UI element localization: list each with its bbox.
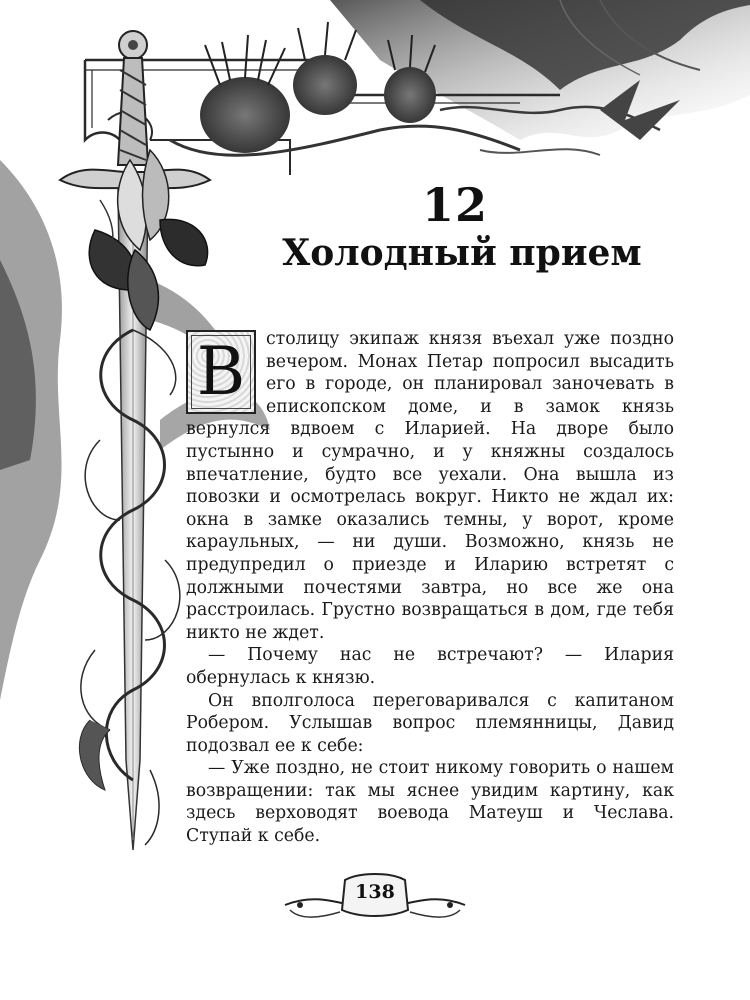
page-number-area [280, 868, 470, 928]
chapter-number: 12 [421, 178, 488, 232]
drop-cap-initial [186, 330, 256, 414]
page-number: 138 [355, 881, 395, 903]
chapter-text [186, 328, 674, 848]
drop-cap-letter: В [196, 333, 246, 410]
paragraph: — Уже поздно, не стоит никому говорить о нашем возвращении: так мы яснее увидим картину, как здесь верховодят воевода Матеуш и Чеслава. Ступай к себе. [186, 758, 674, 847]
foliage-top-right [330, 0, 750, 140]
paragraph: — Почему нас не встречают? — Илария обернулась к князю. [186, 645, 674, 688]
chapter-title: Холодный прием [282, 232, 642, 274]
paragraph: столицу экипаж князя въехал уже поздно вечером. Монах Петар попросил высадить его в городе, он планировал заночевать в епископском доме, и в замок князь вернулся вдвоем с Иларией. На дворе было пустынно и сумрачно, и у княжны создалось впечатление, будто все уехали. Она вышла из повозки и осмотрелась вокруг. Никто не ждал их: окна в замке оказались темны, у ворот, кроме караульных, — ни души. Возможно, князь не предупредил о приезде и Иларию встретят с должными почестями завтра, но все же она расстроилась. Грустно возвращаться в дом, где тебя никто не ждет. [186, 329, 674, 643]
paragraph: Он вполголоса переговаривался с капитаном Робером. Услышав вопрос племянницы, Давид подозвал ее к себе: [186, 690, 674, 756]
